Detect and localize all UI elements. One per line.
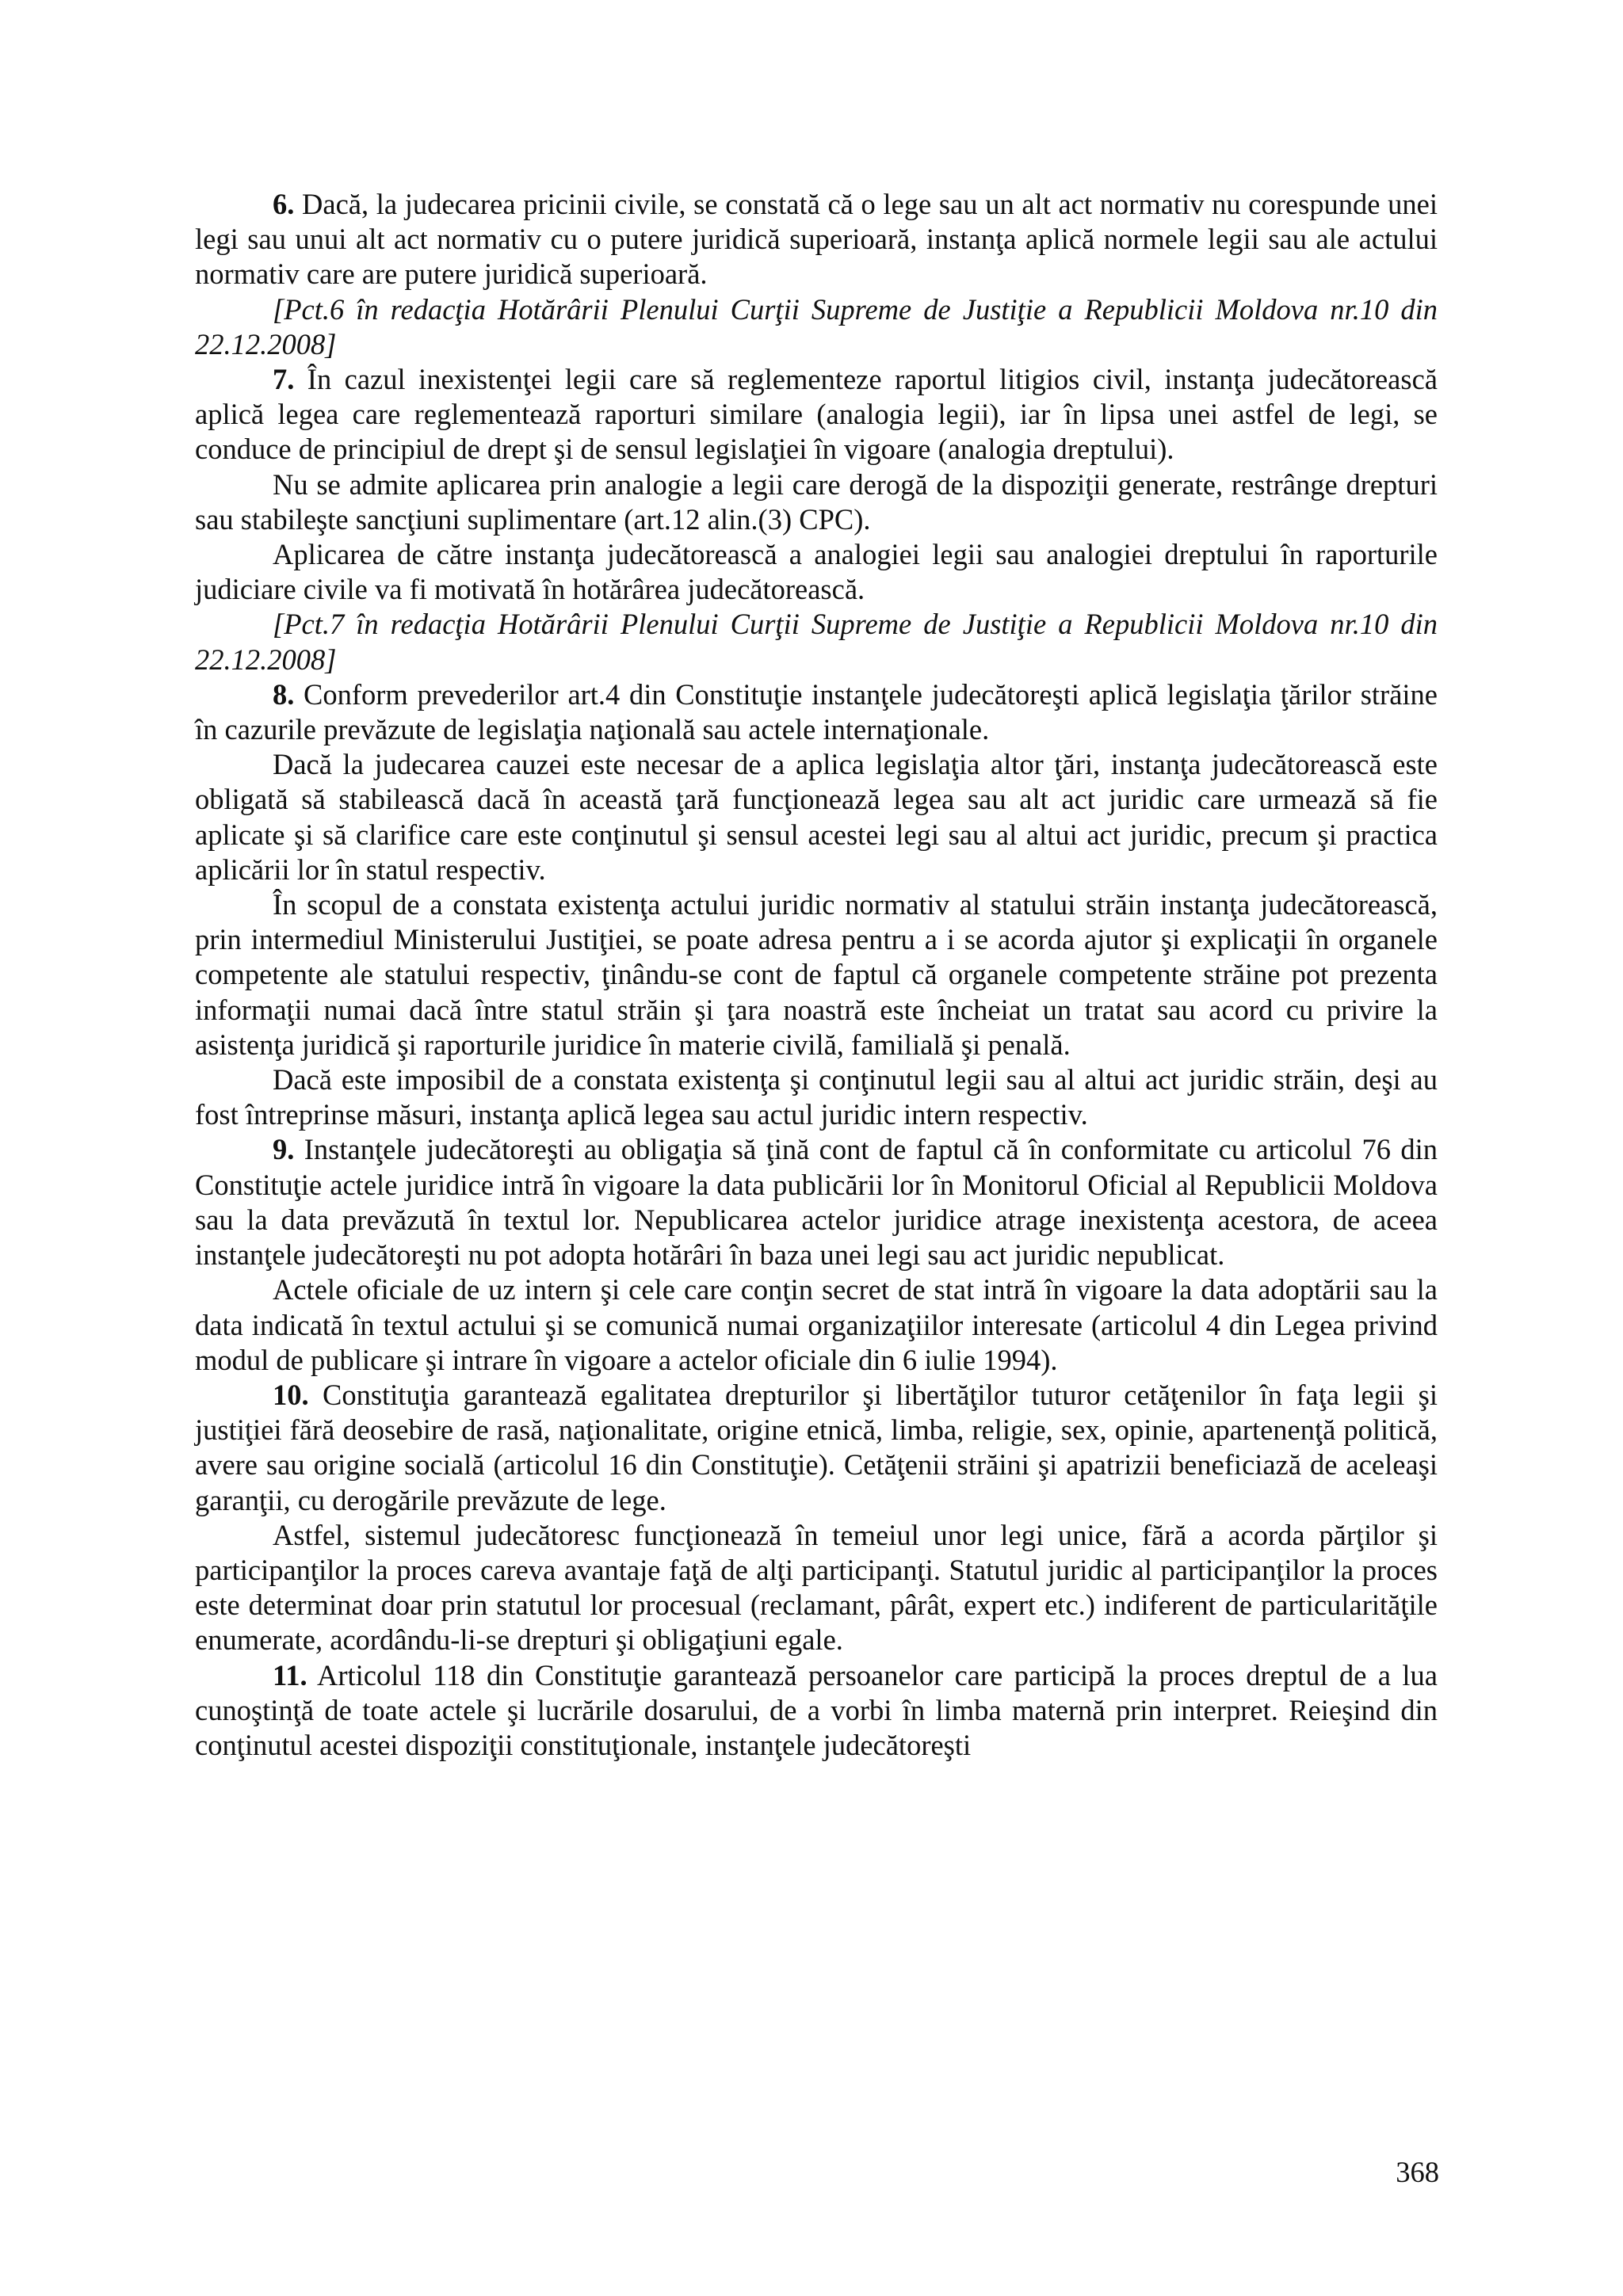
- amendment-note: [Pct.7 în redacţia Hotărârii Plenului Curţii Supreme de Justiţie a Republicii Moldova nr.10 din 22.12.2008]: [195, 608, 1438, 676]
- paragraph-6: [195, 187, 1438, 292]
- paragraph-text: Dacă, la judecarea pricinii civile, se constată că o lege sau un alt act normativ nu corespunde unei legi sau unui alt act normativ cu o putere juridică superioară, instanţa aplică normele legii sau ale actului normativ care are putere juridică superioară.: [195, 188, 1438, 291]
- paragraph-text: Articolul 118 din Constituţie garantează persoanelor care participă la proces dreptul de a lua cunoştinţă de toate actele şi lucrările dosarului, de a vorbi în limba maternă prin interpret. Reieşind din conţinutul acestei dispoziţii constituţionale, instanţele judecătoreşti: [195, 1658, 1438, 1761]
- page-number: 368: [1396, 2156, 1439, 2188]
- paragraph-text: Instanţele judecătoreşti au obligaţia să ţină cont de faptul că în conformitate cu articolul 76 din Constituţie actele juridice intră în vigoare la data publicării lor în Monitorul Oficial al Republicii Moldova sau la data prevăzută în textul lor. Nepublicarea actelor juridice atrage inexistenţa acestora, de aceea instanţele judecătoreşti nu pot adopta hotărâri în baza unei legi sau act juridic nepublicat.: [195, 1133, 1438, 1272]
- paragraph-text: Conform prevederilor art.4 din Constituţie instanţele judecătoreşti aplică legislaţia ţărilor străine în cazurile prevăzute de legislaţia naţională sau actele internaţionale.: [195, 677, 1438, 746]
- paragraph-text: În cazul inexistenţei legii care să reglementeze raportul litigios civil, instanţa judecătorească aplică legea care reglementează raporturi similare (analogia legii), iar în lipsa unei astfel de legi, se conduce de principiul de drept şi de sensul legislaţiei în vigoare (analogia dreptului).: [195, 363, 1438, 466]
- paragraph-number: 7.: [273, 363, 295, 396]
- paragraph-text: Aplicarea de către instanţa judecătorească a analogiei legii sau analogiei dreptului în raporturile judiciare civile va fi motivată în hotărârea judecătorească.: [195, 538, 1438, 606]
- paragraph-8: [195, 677, 1438, 747]
- paragraph-text: Dacă este imposibil de a constata existenţa şi conţinutul legii sau al altui act juridic străin, deşi au fost întreprinse măsuri, instanţa aplică legea sau actul juridic intern respectiv.: [195, 1063, 1438, 1131]
- paragraph-text: Astfel, sistemul judecătoresc funcţionează în temeiul unor legi unice, fără a acorda părţilor şi participanţilor la proces careva avantaje faţă de alţi participanţi. Statutul juridic al participanţilor la proces este determinat doar prin statutul lor procesual (reclamant, pârât, expert etc.) indiferent de particularităţile enumerate, acordându-li-se drepturi şi obligaţiuni egale.: [195, 1518, 1438, 1657]
- paragraph-number: 10.: [273, 1378, 309, 1411]
- paragraph-number: 6.: [273, 188, 295, 220]
- paragraph-text: Nu se admite aplicarea prin analogie a legii care derogă de la dispoziţii generate, restrânge drepturi sau stabileşte sancţiuni suplimentare (art.12 alin.(3) CPC).: [195, 467, 1438, 536]
- paragraph-10: [195, 1378, 1438, 1518]
- paragraph-7: [195, 362, 1438, 467]
- paragraph-number: 11.: [273, 1658, 307, 1691]
- paragraph-text: În scopul de a constata existenţa actului juridic normativ al statului străin instanţa judecătorească, prin intermediul Ministerului Justiţiei, se poate adresa pentru a i se acorda ajutor şi explicaţii în organele competente ale statului respectiv, ţinându-se cont de faptul că organele competente străine pot prezenta informaţii numai dacă între statul străin şi ţara noastră este încheiat un tratat sau acord cu privire la asistenţa juridică şi raporturile juridice în materie civilă, familială şi penală.: [195, 888, 1438, 1061]
- document-body: [195, 187, 1438, 1763]
- paragraph-number: 9.: [273, 1133, 295, 1166]
- paragraph-11: [195, 1658, 1438, 1764]
- paragraph-text: Dacă la judecarea cauzei este necesar de a aplica legislaţia altor ţări, instanţa judecătorească este obligată să stabilească dacă în această ţară funcţionează legea sau alt act juridic care urmează să fie aplicate şi să clarifice care este conţinutul şi sensul acestei legi sau al altui act juridic, precum şi practica aplicării lor în statul respectiv.: [195, 748, 1438, 886]
- paragraph-text: Actele oficiale de uz intern şi cele care conţin secret de stat intră în vigoare la data adoptării sau la data indicată în textul actului şi se comunică numai organizaţiilor interesate (articolul 4 din Legea privind modul de publicare şi intrare în vigoare a actelor oficiale din 6 iulie 1994).: [195, 1273, 1438, 1376]
- paragraph-text: Constituţia garantează egalitatea drepturilor şi libertăţilor tuturor cetăţenilor în faţa legii şi justiţiei fără deosebire de rasă, naţionalitate, origine etnică, limba, religie, sex, opinie, apartenenţă politică, avere sau origine socială (articolul 16 din Constituţie). Cetăţenii străini şi apatrizii beneficiază de aceleaşi garanţii, cu derogările prevăzute de lege.: [195, 1378, 1438, 1516]
- amendment-note: [Pct.6 în redacţia Hotărârii Plenului Curţii Supreme de Justiţie a Republicii Moldova nr.10 din 22.12.2008]: [195, 292, 1438, 360]
- paragraph-number: 8.: [273, 677, 295, 711]
- paragraph-9: [195, 1132, 1438, 1272]
